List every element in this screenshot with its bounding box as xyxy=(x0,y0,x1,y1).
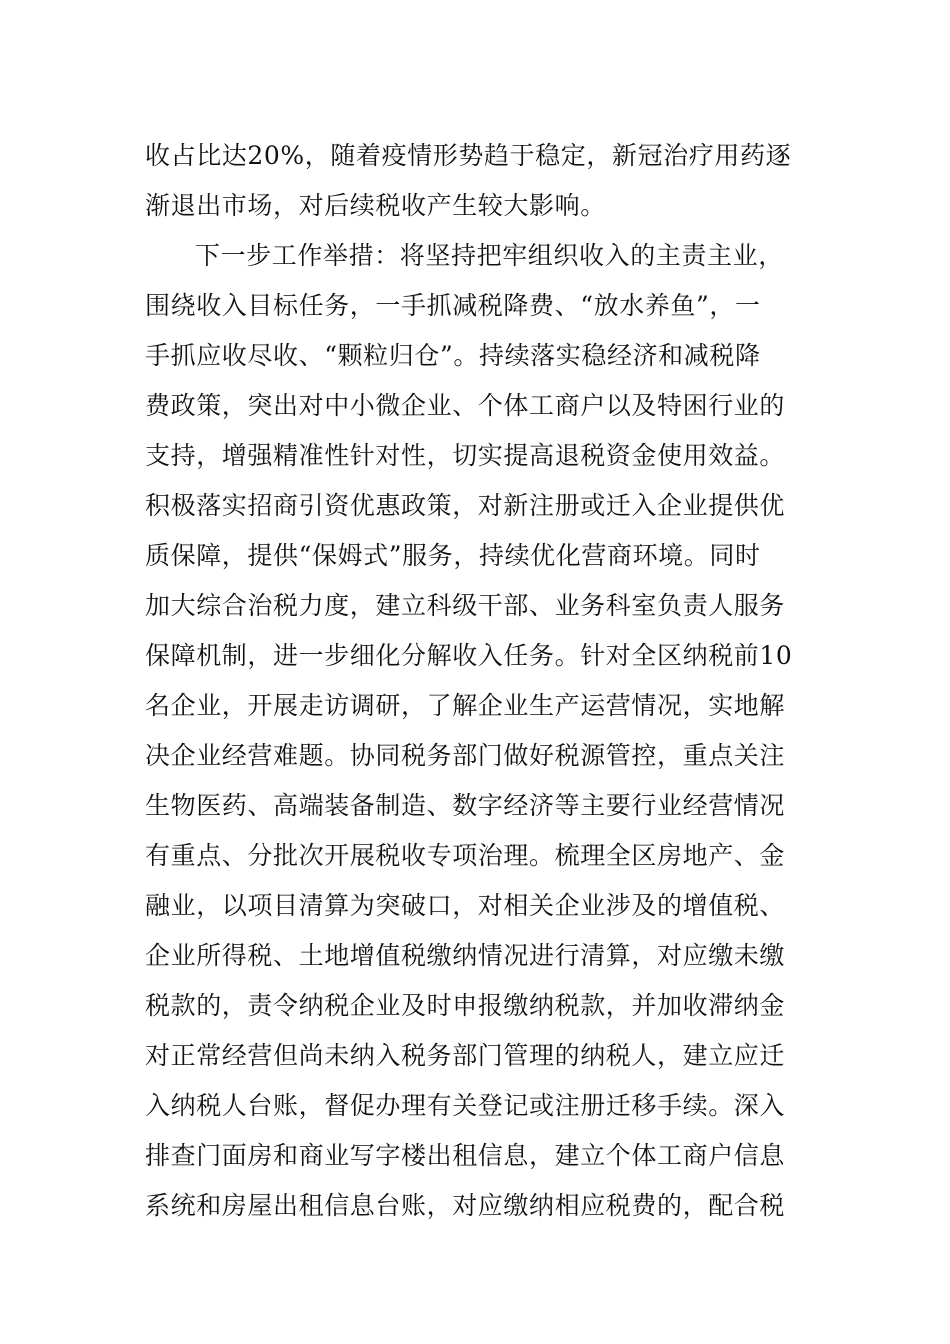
paragraph-1-line: 收占比达20%，随着疫情形势趋于稳定，新冠治疗用药逐 xyxy=(145,141,792,170)
paragraph-2-line: 支持，增强精准性针对性，切实提高退税资金使用效益。 xyxy=(145,441,786,470)
paragraph-2-line: 生物医药、高端装备制造、数字经济等主要行业经营情况 xyxy=(145,791,786,820)
paragraph-2-first-line: 下一步工作举措：将坚持把牢组织收入的主责主业， xyxy=(195,241,784,270)
paragraph-1 xyxy=(145,131,815,231)
paragraph-2 xyxy=(145,231,815,1231)
paragraph-2-line: 融业，以项目清算为突破口，对相关企业涉及的增值税、 xyxy=(145,891,786,920)
paragraph-2-line: 积极落实招商引资优惠政策，对新注册或迁入企业提供优 xyxy=(145,491,786,520)
paragraph-2-line: 加大综合治税力度，建立科级干部、业务科室负责人服务 xyxy=(145,591,786,620)
paragraph-2-line: 排查门面房和商业写字楼出租信息，建立个体工商户信息 xyxy=(145,1141,786,1170)
paragraph-2-line: 有重点、分批次开展税收专项治理。梳理全区房地产、金 xyxy=(145,841,786,870)
paragraph-1-line: 渐退出市场，对后续税收产生较大影响。 xyxy=(145,191,606,220)
paragraph-2-line: 手抓应收尽收、“颗粒归仓”。持续落实稳经济和减税降 xyxy=(145,341,761,370)
paragraph-2-line: 入纳税人台账，督促办理有关登记或注册迁移手续。深入 xyxy=(145,1091,786,1120)
paragraph-2-line: 保障机制，进一步细化分解收入任务。针对全区纳税前10 xyxy=(145,641,793,670)
paragraph-2-line: 决企业经营难题。协同税务部门做好税源管控，重点关注 xyxy=(145,741,786,770)
paragraph-2-line: 围绕收入目标任务，一手抓减税降费、“放水养鱼”，一 xyxy=(145,291,761,320)
paragraph-2-line: 质保障，提供“保姆式”服务，持续优化营商环境。同时 xyxy=(145,541,761,570)
paragraph-2-line: 税款的，责令纳税企业及时申报缴纳税款，并加收滞纳金 xyxy=(145,991,786,1020)
paragraph-2-line: 名企业，开展走访调研，了解企业生产运营情况，实地解 xyxy=(145,691,786,720)
paragraph-2-line: 企业所得税、土地增值税缴纳情况进行清算，对应缴未缴 xyxy=(145,941,786,970)
paragraph-2-line: 费政策，突出对中小微企业、个体工商户以及特困行业的 xyxy=(145,391,786,420)
paragraph-2-line: 系统和房屋出租信息台账，对应缴纳相应税费的，配合税 xyxy=(145,1191,786,1220)
paragraph-2-line: 对正常经营但尚未纳入税务部门管理的纳税人，建立应迁 xyxy=(145,1041,786,1070)
